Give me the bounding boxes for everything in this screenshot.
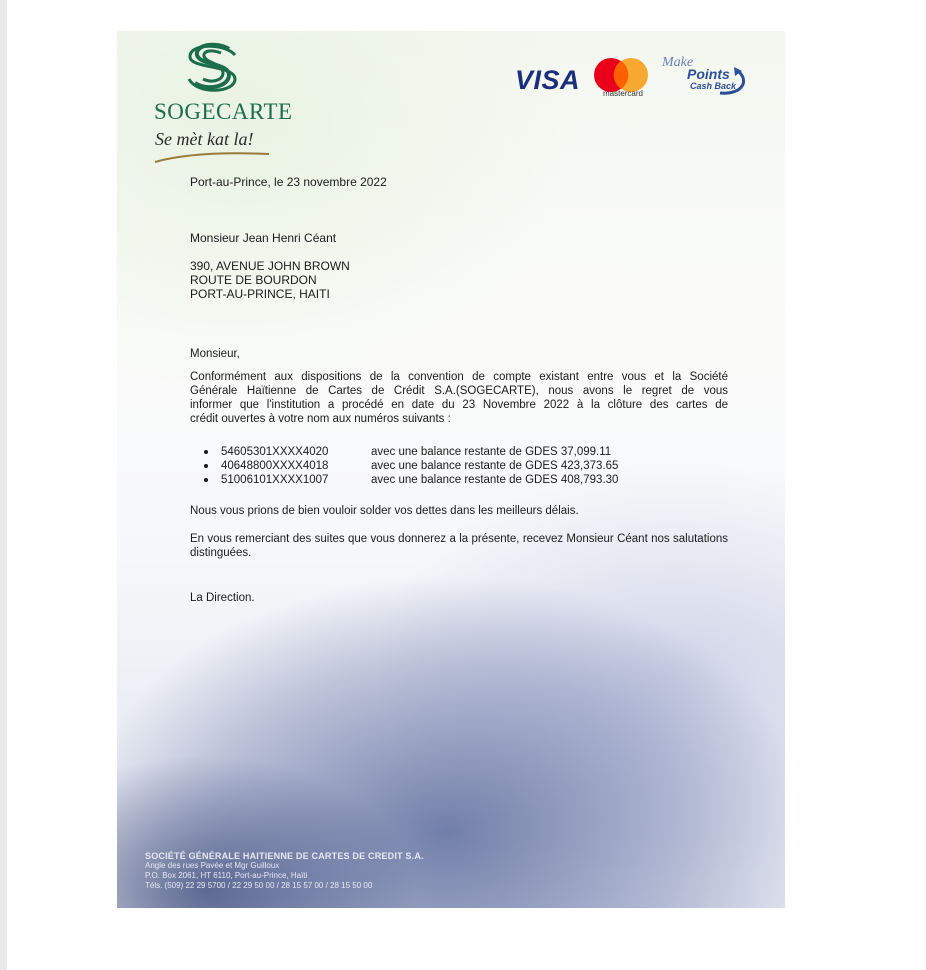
address-line: PORT-AU-PRINCE, HAITI [190, 287, 330, 301]
letter-date: Port-au-Prince, le 23 novembre 2022 [190, 175, 387, 189]
viewer-left-edge [0, 0, 7, 970]
list-item [203, 445, 618, 459]
list-item [203, 459, 618, 473]
paragraph-closing-thanks: En vous remerciant des suites que vous donnerez a la présente, recevez Monsieur Céant nos salutations distinguées. [190, 533, 728, 559]
card-balance: avec une balance restante de GDES 423,373.65 [371, 460, 619, 472]
brand-name: SOGECARTE [154, 99, 293, 124]
paragraph-closure-notice [190, 370, 728, 426]
footer-company: SOCIÉTÉ GÉNÉRALE HAITIENNE DE CARTES DE CREDIT S.A. [145, 851, 424, 861]
footer-line: Téls. (509) 22 29 5700 / 22 29 50 00 / 28 15 57 00 / 28 15 50 00 [145, 881, 373, 890]
swoosh-icon [153, 144, 273, 166]
address-line: ROUTE DE BOURDON [190, 273, 317, 287]
paragraph-payment-request: Nous vous prions de bien vouloir solder vos dettes dans les meilleurs délais. [190, 505, 579, 517]
make-label: Make [662, 55, 694, 70]
closed-cards-list [203, 445, 618, 487]
card-balance: avec une balance restante de GDES 408,793.30 [371, 474, 619, 486]
recipient-address [190, 259, 350, 301]
address-line: 390, AVENUE JOHN BROWN [190, 259, 350, 273]
footer-line: Angle des rues Pavée et Mgr Guilloux [145, 861, 280, 870]
letter-page [117, 31, 785, 908]
list-item [203, 473, 618, 487]
letter-footer [145, 851, 424, 891]
tagline: Se mèt kat la! [155, 129, 254, 149]
paragraph-line: informer que l'institution a procédé en date du 23 Novembre 2022 à la clôture des cartes de [190, 399, 728, 411]
paragraph-line: crédit ouvertes à votre nom aux numéros suivants : [190, 413, 451, 425]
recipient-name: Monsieur Jean Henri Céant [190, 231, 337, 245]
points-label: Points [687, 66, 730, 82]
footer-line: P.O. Box 2061, HT 6110, Port-au-Prince, Haïti [145, 871, 308, 880]
card-number: 40648800XXXX4018 [221, 460, 329, 472]
salutation: Monsieur, [190, 348, 240, 360]
card-number: 51006101XXXX1007 [221, 474, 329, 486]
sogecarte-logo-icon [185, 41, 241, 93]
card-balance: avec une balance restante de GDES 37,099.11 [371, 446, 612, 458]
mastercard-label: mastercard [602, 89, 643, 98]
paragraph-line: Conformément aux dispositions de la convention de compte existant entre vous et la Société [190, 371, 728, 383]
card-number: 54605301XXXX4020 [221, 446, 329, 458]
cash-back-label: Cash Back [690, 81, 737, 91]
paragraph-line: Générale Haïtienne de Cartes de Crédit S.A.(SOGECARTE), nous avons le regret de vous [190, 385, 728, 397]
make-points-logo [660, 53, 760, 107]
arrow-arc-icon [712, 63, 752, 97]
visa-logo: VISA [515, 65, 581, 95]
signature-closing: La Direction. [190, 592, 255, 604]
